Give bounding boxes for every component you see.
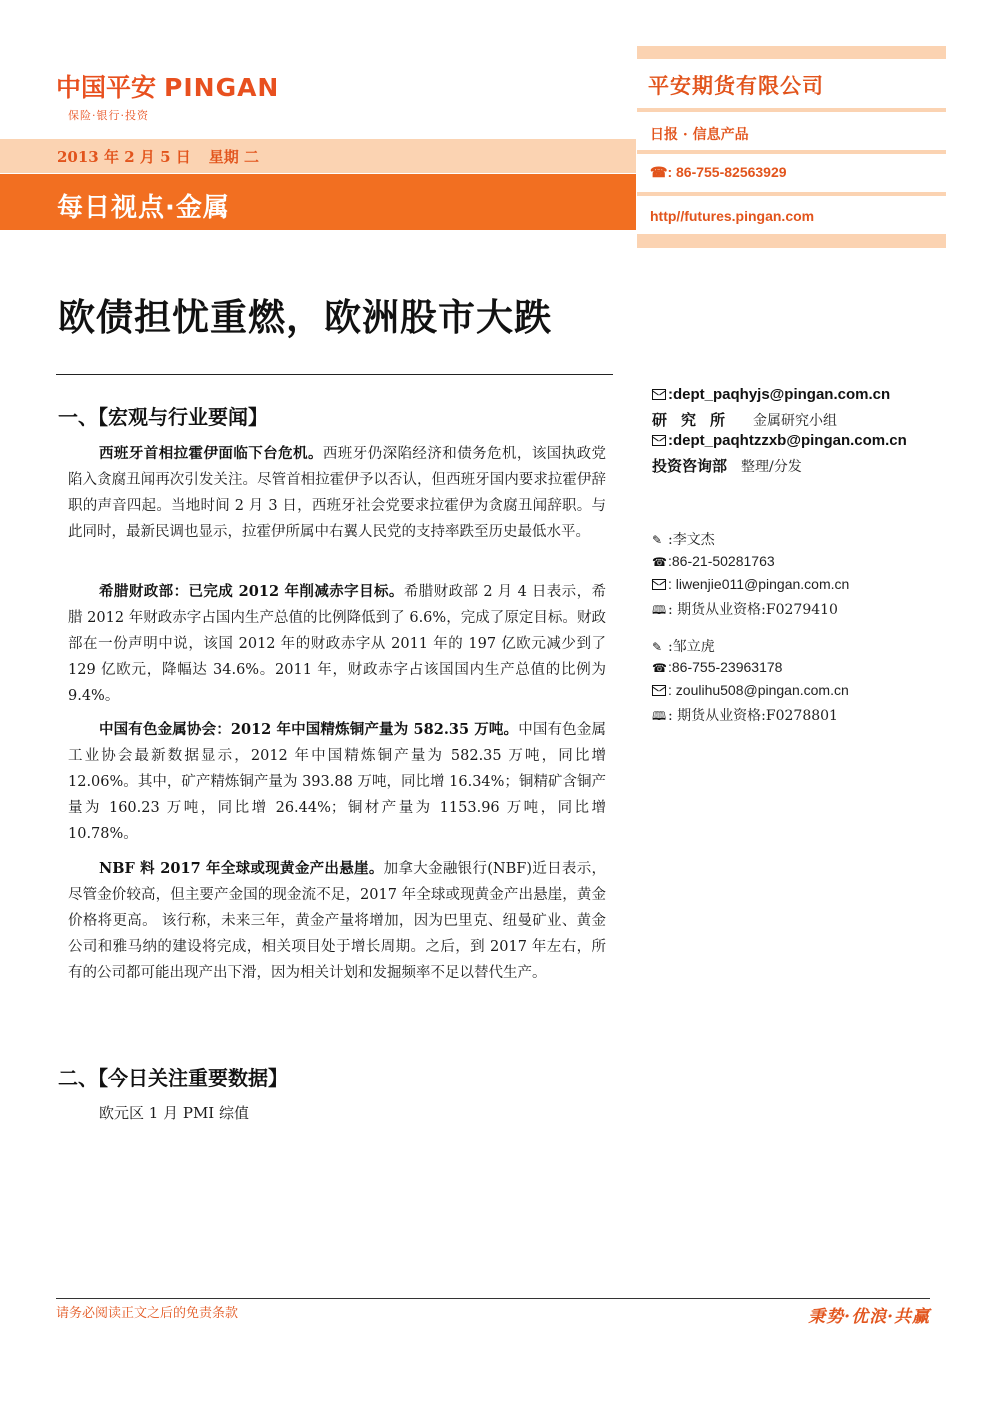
analyst-email[interactable]: : zoulihu508@pingan.com.cn — [652, 682, 849, 699]
report-date — [57, 146, 259, 167]
dept-email-advisory[interactable] — [652, 432, 907, 449]
news-lead: 希腊财政部：已完成 2012 年削减赤字目标。 — [99, 583, 404, 600]
section-title-data: 二、【今日关注重要数据】 — [58, 1066, 288, 1090]
mail-icon — [652, 389, 666, 400]
logo-wordmark — [56, 68, 279, 104]
news-body: 加拿大金融银行(NBF)近日表示，尽管金价较高，但主要产金国的现金流不足，2017 年全球或现黄金产出悬崖，黄金价格将更高。 该行称，未来三年，黄金产量将增加，因为巴里克、纽曼矿业、黄金公司和雅马纳的建设将完成，相关项目处于增长周期。之后，到 2017 年左右，所有的公司都可能出现产出下滑，因为相关计划和发掘频率不足以替代生产。 — [68, 861, 607, 981]
analyst-phone: ☎:86-21-50281763 — [652, 553, 775, 569]
mail-icon — [652, 685, 666, 696]
analyst-email[interactable]: : liwenjie011@pingan.com.cn — [652, 576, 849, 593]
dept-value: 金属研究小组 — [753, 413, 838, 429]
book-icon: 🕮 — [652, 709, 667, 723]
report-headline: 欧债担忧重燃，欧洲股市大跌 — [58, 296, 552, 339]
section-title-macro: 一、【宏观与行业要闻】 — [58, 405, 268, 429]
news-body: 希腊财政部 2 月 4 日表示，希腊 2012 年财政赤字占国内生产总值的比例降低到了 6.6%，完成了原定目标。财政部在一份声明中说，该国 2012 年的财政赤字从 2011 年的 197 亿欧元减少到了 129 亿欧元，降幅达 34.6%。2011 年，财政赤字占该国国内生产总值的比例为 9.4%。 — [68, 584, 607, 704]
analyst-name: ✎ :邹立虎 — [652, 639, 715, 655]
phone-icon: ☎ — [652, 555, 667, 569]
email-value: :dept_paqhyjs@pingan.com.cn — [668, 386, 891, 403]
company-website[interactable]: http//futures.pingan.com — [650, 208, 815, 224]
mail-icon — [652, 435, 666, 446]
right-panel-bottom-bar — [637, 234, 946, 248]
book-icon: 🕮 — [652, 603, 667, 617]
dept-email-research[interactable] — [652, 386, 890, 403]
analyst-phone: ☎:86-755-23963178 — [652, 659, 783, 675]
news-paragraph — [68, 441, 606, 545]
pen-icon: ✎ — [652, 640, 663, 654]
pingan-logo — [56, 68, 279, 123]
news-body: 西班牙仍深陷经济和债务危机，该国执政党陷入贪腐丑闻再次引发关注。尽管首相拉霍伊予以否认，但西班牙国内要求拉霍伊辞职的声音四起。当地时间 2 月 3 日，西班牙社会党要求拉霍伊为贪腐丑闻辞职。与此同时，最新民调也显示，拉霍伊所属中右翼人民党的支持率跌至历史最低水平。 — [68, 446, 607, 540]
news-lead: 中国有色金属协会：2012 年中国精炼铜产量为 582.35 万吨。 — [99, 721, 519, 738]
news-lead: NBF 料 2017 年全球或现黄金产出悬崖。 — [99, 860, 384, 877]
headline-divider — [56, 374, 613, 375]
analyst-license: 🕮 : 期货从业资格:F0278801 — [652, 705, 838, 728]
dept-value: 整理/分发 — [741, 459, 802, 475]
news-body: 中国有色金属工业协会最新数据显示，2012 年中国精炼铜产量为 582.35 万吨，同比增 12.06%。其中，矿产精炼铜产量为 393.88 万吨，同比增 16.34%；铜精矿含铜产量为 160.23 万吨，同比增 26.44%；铜材产量为 1153.96 万吨，同比增 10.78%。 — [68, 722, 606, 842]
company-phone — [650, 164, 787, 181]
company-phone-value: 86-755-82563929 — [676, 164, 787, 180]
right-panel-top-bar — [637, 46, 946, 59]
right-panel-divider — [637, 108, 946, 112]
company-name: 平安期货有限公司 — [648, 73, 824, 98]
product-type: 日报 · 信息产品 — [650, 127, 749, 143]
email-value: :dept_paqhtzzxb@pingan.com.cn — [668, 432, 907, 449]
footer-divider — [56, 1298, 930, 1299]
right-panel-divider — [637, 192, 946, 196]
data-item: 欧元区 1 月 PMI 综值 — [99, 1104, 249, 1122]
phone-icon: ☎: — [650, 164, 673, 180]
phone-icon: ☎ — [652, 661, 667, 675]
logo-en: PINGAN — [164, 73, 280, 102]
analyst-name: ✎ :李文杰 — [652, 532, 715, 548]
weekday: 星期 二 — [208, 148, 259, 166]
dept-label: 投资咨询部 — [652, 457, 728, 475]
column-title: 每日视点·金属 — [57, 193, 230, 223]
pen-icon: ✎ — [652, 533, 663, 547]
dept-research — [652, 409, 837, 430]
dept-label: 研究所 — [652, 411, 740, 429]
date-value: 2013 年 2 月 5 日 — [57, 148, 191, 166]
right-panel-divider — [637, 150, 946, 154]
footer-slogan: 秉势·优浪·共赢 — [808, 1307, 930, 1327]
news-paragraph — [68, 579, 606, 709]
news-paragraph — [68, 856, 606, 986]
news-paragraph — [68, 717, 606, 847]
mail-icon — [652, 579, 666, 590]
dept-advisory — [652, 455, 802, 476]
logo-tagline: 保险·银行·投资 — [68, 109, 149, 122]
news-lead: 西班牙首相拉霍伊面临下台危机。 — [99, 445, 323, 462]
disclaimer-note: 请务必阅读正文之后的免责条款 — [56, 1306, 239, 1321]
analyst-license: 🕮 : 期货从业资格:F0279410 — [652, 599, 838, 622]
logo-cn: 中国平安 — [56, 73, 157, 102]
